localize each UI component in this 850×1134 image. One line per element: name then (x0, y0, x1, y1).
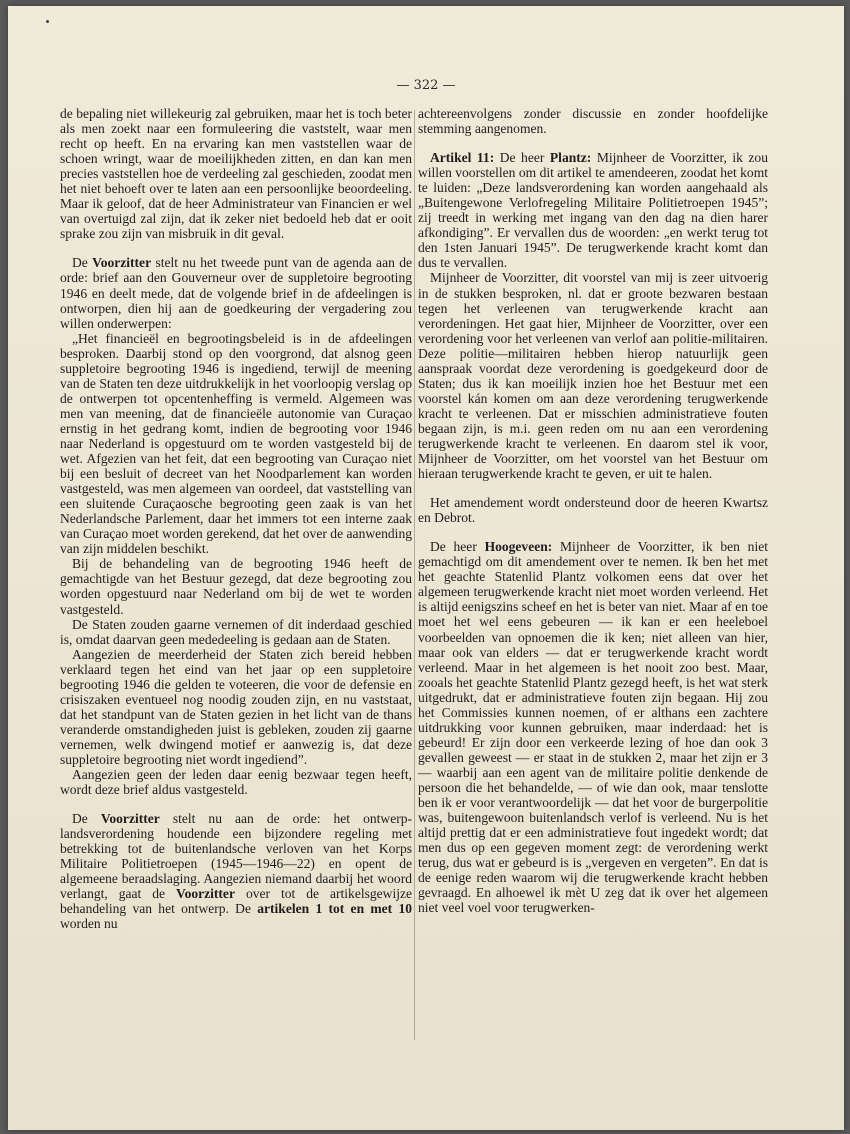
left-column (60, 106, 412, 931)
paragraph: De heer Hoogeveen: Mijnheer de Voorzitter, ik ben niet gemachtigd om dit amendement over te nemen. Ik ben het met het geachte Statenlid Plantz volkomen eens dat over het algemeen terugwerkende kracht niet moet worden verleend. Het is altijd eenigszins scheef en het is beter van niet. Maar af en toe moet het wel eens gebeuren — ik kan er een heeleboel voorbeelden van opnoemen die ik ken; niet alleen van hier, maar ook van elders — dat er terugwerkende kracht wordt verleend. Maar in het algemeen is het nooit zoo best. Maar, zooals het geachte Statenlid Plantz gezegd heeft, is het wat sterk uitgedrukt, dat er administratieve fouten zijn begaan. Hij zou het Commissies kunnen noemen, of er althans een zachtere uitdrukking voor kunnen gebruiken, maar inderdaad: het is gebeurd! Er zijn door een verkeerde lezing of hoe dan ook 3 gevallen geweest — er staat in de stukken 2, maar het zijn er 3 — waarbij aan een agent van de militaire politie denkende de persoon die het behandelde, — of wie dan ook, maar tenslotte ben ik er voor verantwoordelijk — dat het voor de burgerpolitie was, buitengewoon buitenlandsch verlof is verleend. Nu is het altijd prettig dat er een administratieve fout ingedekt wordt; dat men dus op een gegeven moment zegt: de verordening werkt terug, dus wat er gebeurd is is „vergeven en vergeten”. En dat is de eenige reden waarom wij die terugwerkende kracht hebben gevraagd. En alhoewel ik mèt U zeg dat ik over het algemeen niet veel voel voor terugwerken- (418, 539, 768, 916)
paragraph: „Het financieël en begrootingsbeleid is in de afdeelingen besproken. Daarbij stond op den voorgrond, dat alsnog geen suppletoire begrooting 1946 is ingediend, terwijl de meening van de Staten ten deze uitdrukkelijk in het voorloopig verslag op de ontwerpen tot opcentenheffing is vermeld. Algemeen was men van meening, dat de financieële autonomie van Curaçao ernstig in het gedrang komt, indien de begrooting voor 1946 naar Nederland is opgestuurd om te worden vastgesteld bij de wet. Afgezien van het feit, dat een begrooting van Curaçao niet bij een besluit of decreet van het Noodparlement kan worden vastgesteld, was men algemeen van oordeel, dat vaststelling van een sluitende Curaçaosche begrooting geen zaak is van het Nederlandsche Parlement, daar het immers tot een interne zaak van Curaçao moet worden gerekend, dat het over de aanwending van zijn middelen beschikt. (60, 330, 412, 557)
paragraph: De Voorzitter stelt nu aan de orde: het ontwerp-landsverordening houdende een bijzondere regeling met betrekking tot de buitenlandsche verloven van het Korps Militaire Politietroepen (1945—1946—22) en opent de algemeene beraadslaging. Aangezien niemand daarbij het woord verlangt, gaat de Voorzitter over tot de artikelsgewijze behandeling van het ontwerp. De artikelen 1 tot en met 10 worden nu (60, 811, 413, 932)
paragraph: Aangezien de meerderheid der Staten zich bereid hebben verklaard tegen het eind van het jaar op een suppletoire begrooting 1946 die gelden te voteeren, die voor de defensie en crisiszaken eventueel nog noodig zouden zijn, en nu vaststaat, dat het standpunt van de Staten gezien in het licht van de thans veranderde omstandigheden juist is gebleken, zouden zij gaarne vernemen, welk dwingend motief er aanwezig is, dat deze suppletoire begrooting niet wordt ingediend”. (60, 646, 412, 767)
right-column (418, 106, 768, 915)
speaker-name: Voorzitter (176, 886, 235, 902)
speaker-name: Plantz: (549, 150, 592, 166)
speaker-name: Hoogeveen: (484, 539, 553, 555)
paragraph: achtereenvolgens zonder discussie en zonder hoofdelijke stemming aangenomen. (418, 106, 768, 137)
speaker-name: Voorzitter (92, 255, 152, 271)
paragraph: Artikel 11: De heer Plantz: Mijnheer de Voorzitter, ik zou willen voorstellen om dit artikel te amendeeren, zoodat het komt te luiden: „Deze landsverordening kan worden aangehaald als „Buitengewone Verlofregeling Militaire Politietroepen 1945”; zij treedt in werking met ingang van den dag na dien harer afkondiging”. Er vervallen dus de woorden: „en werkt terug tot den 1sten Januari 1945”. De terugwerkende kracht komt dan dus te vervallen. (418, 150, 768, 271)
paragraph: Het amendement wordt ondersteund door de heeren Kwartsz en Debrot. (418, 495, 768, 526)
speaker-name: Voorzitter (100, 811, 160, 827)
paragraph: Bij de behandeling van de begrooting 1946 heeft de gemachtigde van het Bestuur gezegd, dat deze begrooting zou worden opgestuurd naar Nederland om bij de wet te worden vastgesteld. (60, 556, 412, 617)
column-divider (414, 110, 415, 1040)
page-number: — 322 — (396, 78, 456, 93)
paragraph: Aangezien geen der leden daar eenig bezwaar tegen heeft, wordt deze brief aldus vastgesteld. (60, 767, 412, 798)
paragraph: de bepaling niet willekeurig zal gebruiken, maar het is toch beter als men zoekt naar een formuleering die vaststelt, waar men recht op heeft. En na ervaring kan men vaststellen waar de schoen wringt, waar de moeilijkheden zitten, en dan kan men precies vaststellen hoe de verdeeling zal geschieden, zoodat men het niet behoeft over te laten aan een persoonlijke beoordeeling. Maar ik geloof, dat de heer Administrateur van Financien er wel van overtuigd zal zijn, dat ik zeker niet bedoeld heb dat er ooit sprake zou zijn van misbruik in dit geval. (60, 106, 412, 242)
article-reference: artikelen 1 tot en met 10 (257, 901, 412, 917)
paragraph: Mijnheer de Voorzitter, dit voorstel van mij is zeer uitvoerig in de stukken besproken, nl. dat er groote bezwaren bestaan tegen het verleenen van terugwerkende kracht aan verordeningen. Het gaat hier, Mijnheer de Voorzitter, over een verordening voor het verleenen van verlof aan politie-militairen. Deze politie—militairen hebben hierop natuurlijk geen aanspraak voordat deze verordening is goedgekeurd door de Staten; dus ik kan moeilijk inzien hoe het Bestuur met een voorstel kán komen om aan deze verordening terugwerkende kracht te verleenen. Dat er misschien administratieve fouten begaan zijn, is m.i. geen reden om nu aan een verordening terugwerkende kracht te verleenen. En daarom stel ik voor, Mijnheer de Voorzitter, om het voorstel van het Bestuur om hieraan terugwerkende kracht te geven, er uit te halen. (418, 270, 768, 482)
paragraph: De Staten zouden gaarne vernemen of dit inderdaad geschied is, omdat daarvan geen mededeeling is gedaan aan de Staten. (60, 616, 412, 647)
paragraph: De Voorzitter stelt nu het tweede punt van de agenda aan de orde: brief aan den Gouverneur over de suppletoire begrooting 1946 en deelt mede, dat de volgende brief in de afdeelingen is ontworpen, dien hij aan de goedkeuring der vergadering zou willen onderwerpen: (60, 255, 412, 331)
margin-mark (46, 20, 49, 23)
document-page (8, 6, 844, 1130)
article-reference: Artikel 11: (430, 150, 495, 166)
